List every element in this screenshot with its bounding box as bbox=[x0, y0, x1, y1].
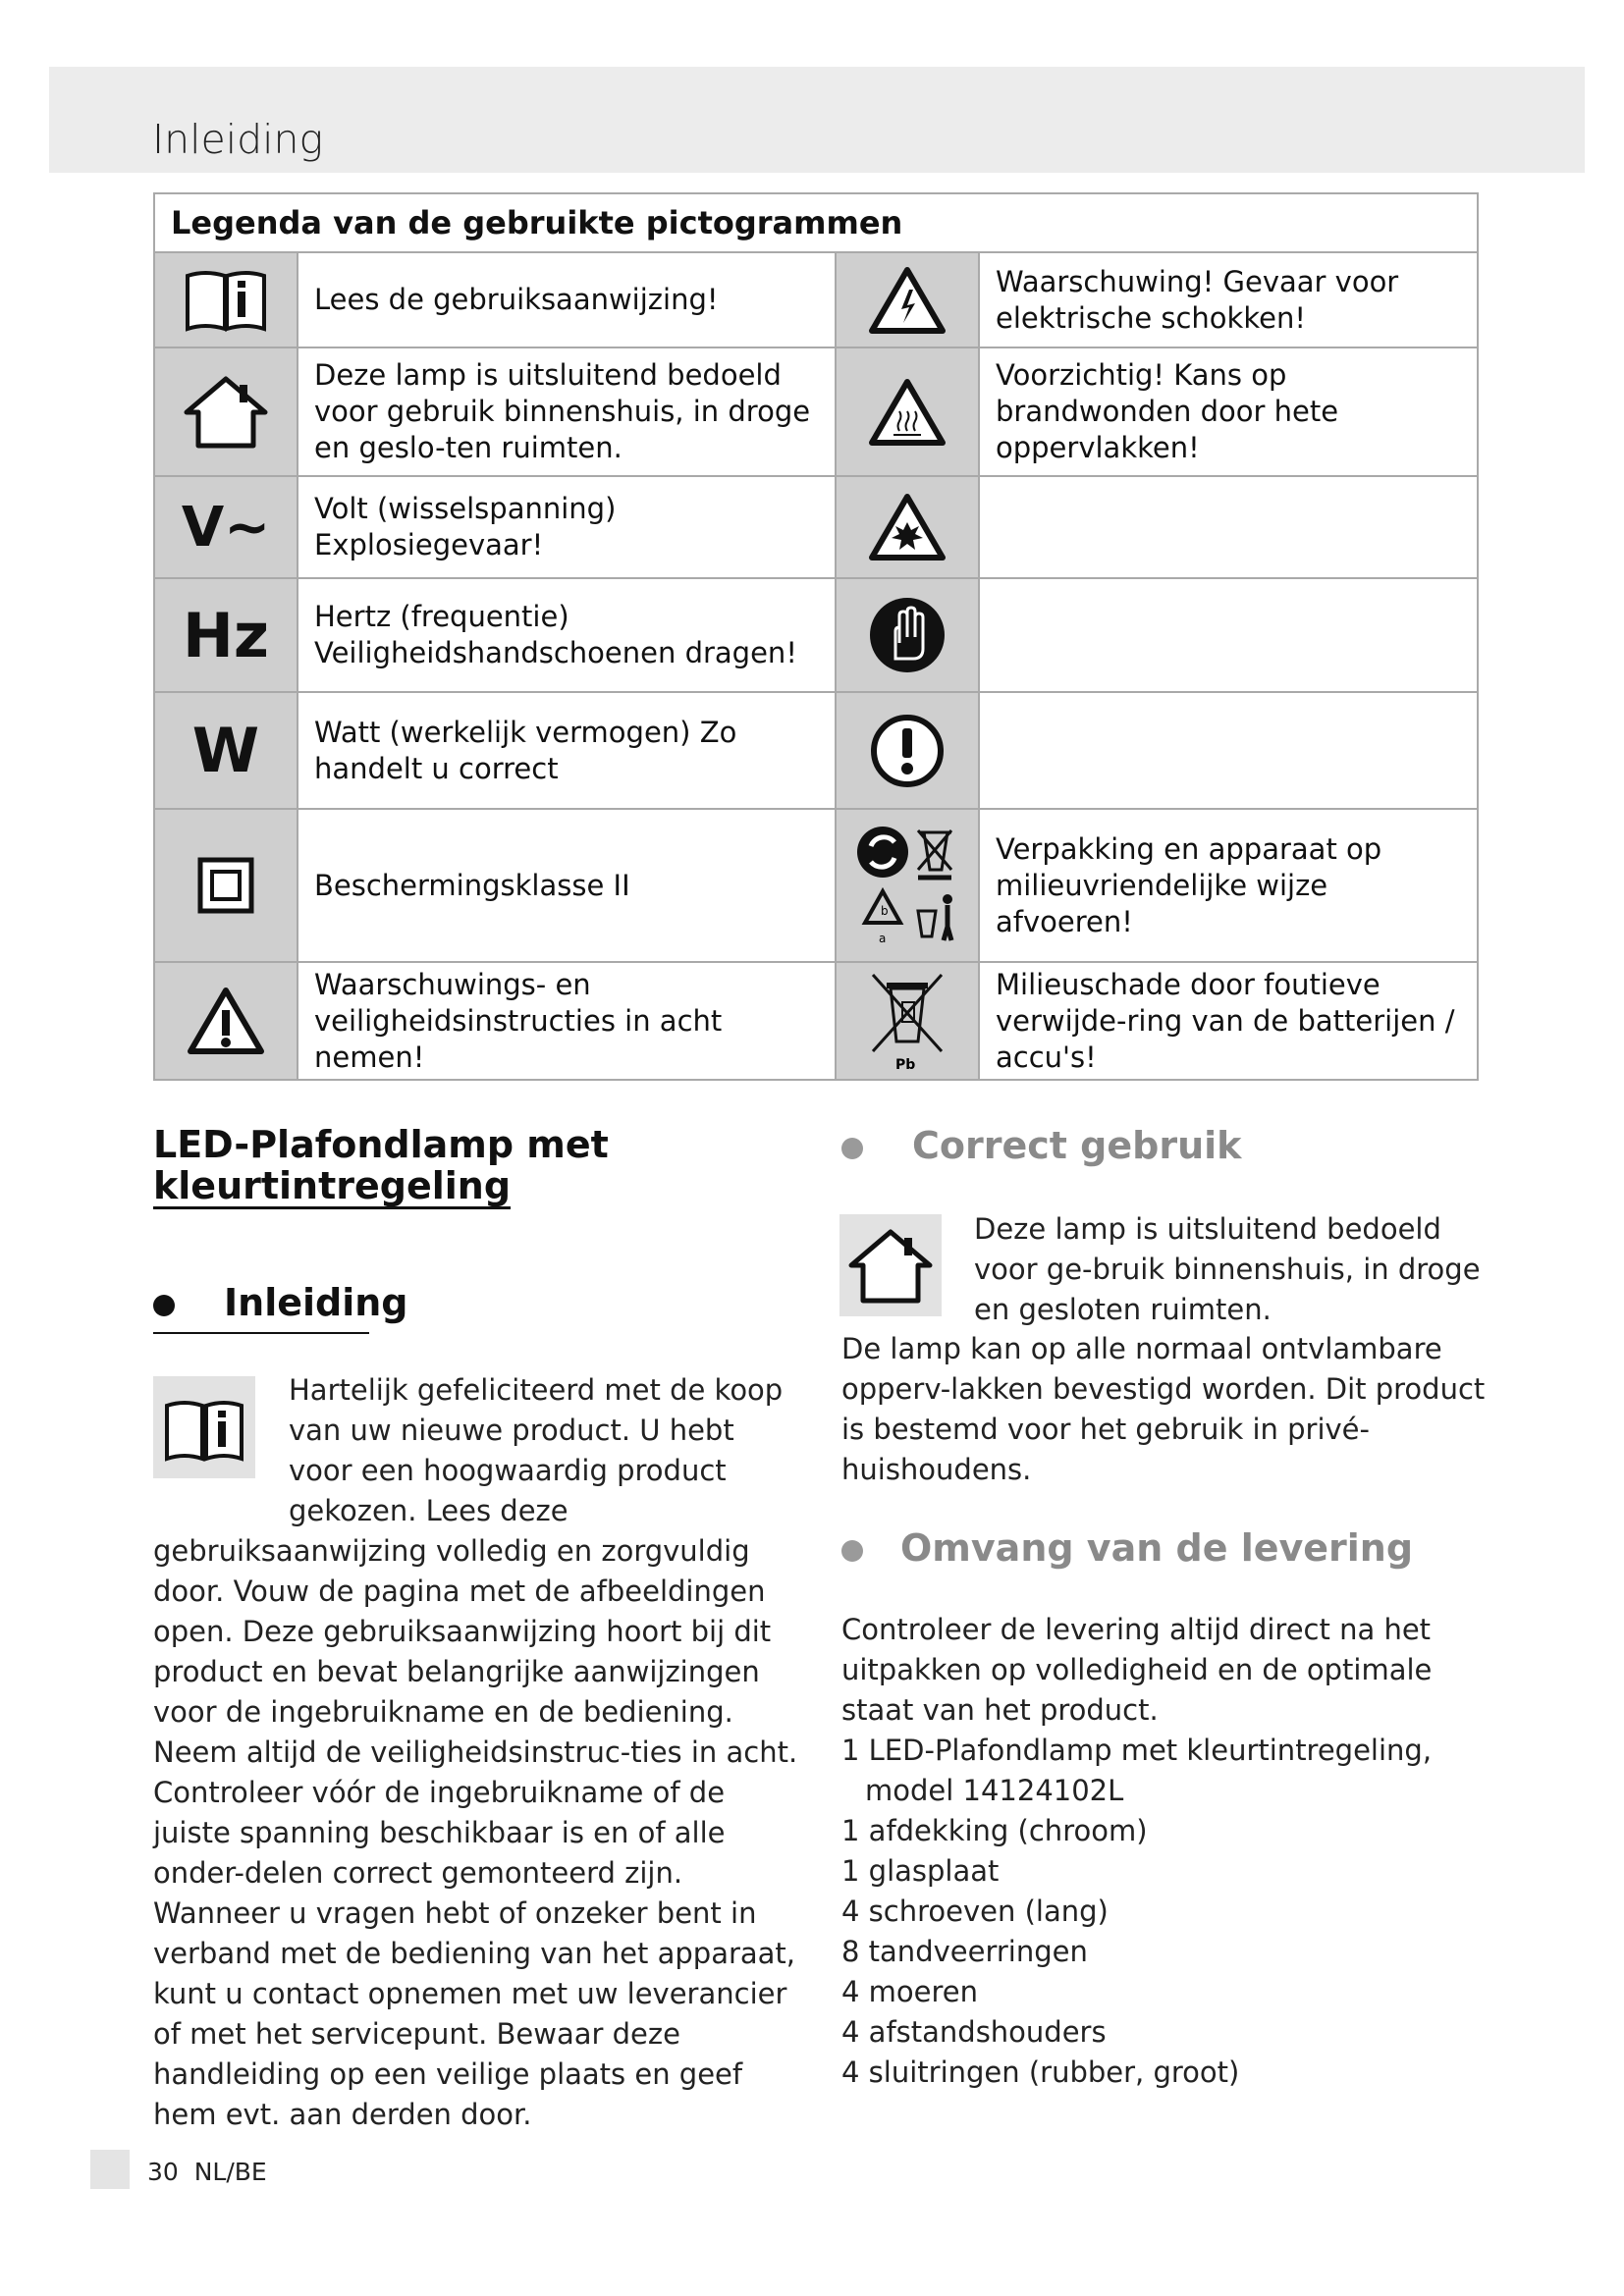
table-row bbox=[154, 476, 1478, 578]
exclamation-circle-icon bbox=[836, 692, 979, 809]
battery-disposal-icon bbox=[836, 962, 979, 1080]
watt-symbol: W bbox=[154, 692, 298, 809]
section-heading-correct-gebruik: Correct gebruik bbox=[841, 1124, 1241, 1167]
section-rule bbox=[153, 1332, 369, 1334]
electric-warning-icon bbox=[836, 252, 979, 347]
list-item: 1 afdekking (chroom) bbox=[841, 1814, 1148, 1847]
list-item: 1 LED-Plafondlamp met kleurtintregeling, bbox=[841, 1734, 1433, 1767]
bullet-icon bbox=[841, 1540, 863, 1562]
correct-use-text: Deze lamp is uitsluitend bedoeld voor ge-bruik binnenshuis, in droge en gesloten ruimten. bbox=[974, 1212, 1481, 1326]
volt-symbol: V~ bbox=[154, 476, 298, 578]
product-title: LED-Plafondlamp met kleurtintregeling bbox=[153, 1123, 609, 1207]
table-row bbox=[154, 252, 1478, 347]
protection-class-icon bbox=[154, 809, 298, 962]
delivery-intro: Controleer de levering altijd direct na het uitpakken op volledigheid en de optimale staat van het product. bbox=[841, 1613, 1433, 1727]
bullet-icon bbox=[153, 1295, 175, 1316]
legend-text: Volt (wisselspanning) Explosiegevaar! bbox=[298, 476, 836, 578]
section-heading-levering: Omvang van de levering bbox=[841, 1526, 1413, 1570]
correct-use-text-2: De lamp kan op alle normaal ontvlambare opperv-lakken bevestigd worden. Dit product is bestemd voor het gebruik in privé-huishoudens. bbox=[841, 1332, 1486, 1486]
bullet-icon bbox=[841, 1138, 863, 1159]
svg-text:Pb: Pb bbox=[895, 1057, 916, 1073]
delivery-list bbox=[841, 1731, 1432, 2093]
legend-text: Milieuschade door foutieve verwijde-ring van de batterijen / accu's! bbox=[979, 962, 1478, 1080]
list-item: 4 afstandshouders bbox=[841, 2015, 1107, 2049]
table-row bbox=[154, 692, 1478, 809]
legend-caption-row bbox=[154, 193, 1478, 252]
page-title: Inleiding bbox=[152, 116, 324, 163]
list-item: 8 tandveerringen bbox=[841, 1935, 1088, 1968]
warning-triangle-icon bbox=[154, 962, 298, 1080]
legend-text: Hertz (frequentie) Veiligheidshandschoenen dragen! bbox=[298, 578, 836, 692]
legend-text: Voorzichtig! Kans op brandwonden door hete oppervlakken! bbox=[979, 347, 1478, 476]
svg-text:b: b bbox=[881, 904, 889, 918]
legend-table bbox=[153, 192, 1479, 1081]
recycling-icons bbox=[836, 809, 979, 962]
section-heading-inleiding: Inleiding bbox=[153, 1281, 408, 1324]
legend-caption: Legenda van de gebruikte pictogrammen bbox=[154, 193, 1478, 252]
table-row bbox=[154, 962, 1478, 1080]
hertz-symbol: Hz bbox=[154, 578, 298, 692]
legend-text: Lees de gebruiksaanwijzing! bbox=[298, 252, 836, 347]
house-icon bbox=[154, 347, 298, 476]
legend-text: Waarschuwings- en veiligheidsinstructies in acht nemen! bbox=[298, 962, 836, 1080]
page-number: 30 NL/BE bbox=[147, 2158, 267, 2186]
gloves-icon bbox=[836, 578, 979, 692]
house-icon bbox=[839, 1214, 942, 1316]
table-row bbox=[154, 809, 1478, 962]
footer-marker bbox=[90, 2150, 130, 2189]
list-item: model 14124102L bbox=[865, 1774, 1124, 1807]
legend-text: Watt (werkelijk vermogen) Zo handelt u correct bbox=[298, 692, 836, 809]
table-row bbox=[154, 347, 1478, 476]
svg-text:a: a bbox=[879, 932, 887, 945]
legend-text: Deze lamp is uitsluitend bedoeld voor gebruik binnenshuis, in droge en geslo-ten ruimten. bbox=[298, 347, 836, 476]
list-item: 4 sluitringen (rubber, groot) bbox=[841, 2056, 1240, 2089]
intro-paragraph: Hartelijk gefeliciteerd met de koop van uw nieuwe product. U hebt voor een hoogwaardig product gekozen. Lees deze gebruiksaanwijzing volledig en zorgvuldig door. Vouw de pagina met de afbeeldingen open. Deze gebruiksaanwijzing hoort bij dit product en bevat belangrijke aanwijzingen voor de ingebruikname en de bediening. Neem altijd de veiligheidsinstruc-ties in acht. Controleer vóór de ingebruikname of de juiste spanning beschikbaar is en of alle onder-delen correct gemonteerd zijn. Wanneer u vragen hebt of onzeker bent in verband met de bediening van het apparaat, kunt u contact opnemen met uw leverancier of met het servicepunt. Bewaar deze handleiding op een veilige plaats en geef hem evt. aan derden door. bbox=[153, 1373, 798, 2131]
legend-text: Verpakking en apparaat op milieuvriendelijke wijze afvoeren! bbox=[979, 809, 1478, 962]
list-item: 1 glasplaat bbox=[841, 1854, 1000, 1888]
legend-text: Waarschuwing! Gevaar voor elektrische schokken! bbox=[979, 252, 1478, 347]
explosion-icon bbox=[836, 476, 979, 578]
book-info-icon bbox=[154, 252, 298, 347]
list-item: 4 moeren bbox=[841, 1975, 979, 2008]
hot-surface-icon bbox=[836, 347, 979, 476]
legend-text: Beschermingsklasse II bbox=[298, 809, 836, 962]
list-item: 4 schroeven (lang) bbox=[841, 1895, 1109, 1928]
table-row bbox=[154, 578, 1478, 692]
